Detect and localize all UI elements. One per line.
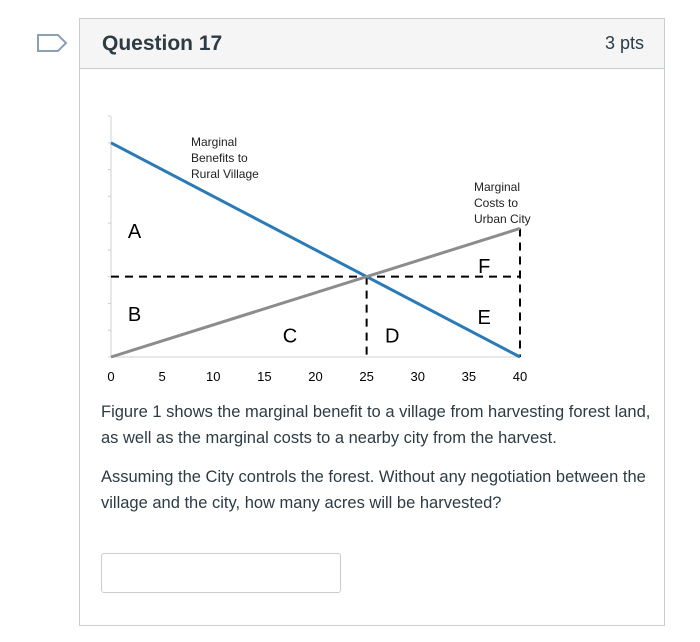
question-points: 3 pts [604, 33, 644, 53]
area-label-B: B [127, 304, 142, 327]
area-label-A: A [127, 221, 142, 244]
area-label-E: E [477, 306, 491, 329]
question-text-2: Assuming the City controls the forest. Without any negotiation between the village and the city, how many acres will be harvested? [101, 468, 646, 512]
answer-input[interactable] [101, 553, 341, 593]
series-label-1: Costs to [474, 196, 519, 210]
x-tick-label: 20 [308, 369, 323, 384]
x-tick-label: 35 [461, 369, 477, 384]
x-tick-label: 10 [206, 369, 221, 384]
question-title: Question 17 [102, 31, 223, 55]
series-label-1: Marginal [474, 180, 521, 194]
x-tick-label: 40 [512, 369, 528, 384]
area-label-F: F [478, 255, 491, 278]
series-line-1 [111, 228, 520, 357]
x-tick-label: 5 [158, 369, 166, 384]
x-tick-label: 25 [359, 369, 374, 384]
x-tick-label: 15 [257, 369, 272, 384]
area-label-C: C [282, 325, 298, 348]
series-label-1: Urban City [474, 212, 531, 226]
series-label-0: Rural Village [191, 167, 259, 181]
x-tick-label: 30 [410, 369, 425, 384]
series-label-0: Marginal [191, 135, 238, 149]
area-label-D: D [384, 325, 400, 348]
series-line-0 [111, 143, 520, 357]
question-text-1: Figure 1 shows the marginal benefit to a village from harvesting forest land, as well as the marginal costs to a nearby city from the harvest. [101, 403, 651, 447]
series-label-0: Benefits to [191, 151, 248, 165]
x-tick-label: 0 [107, 369, 115, 384]
